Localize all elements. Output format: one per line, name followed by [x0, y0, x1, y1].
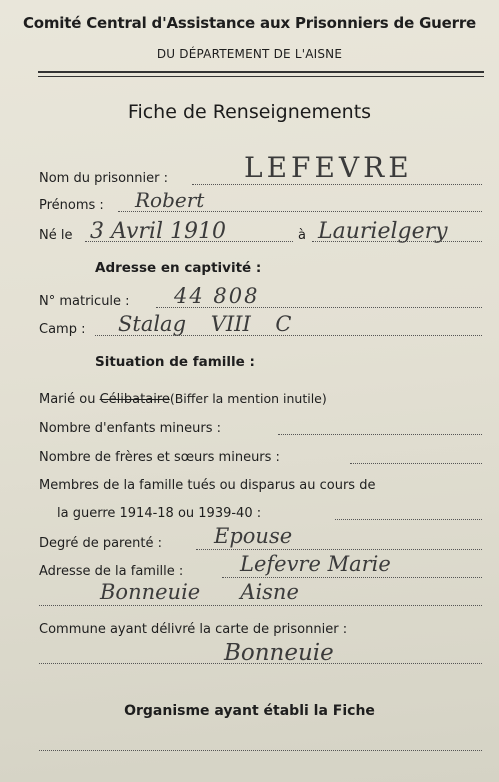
- ne-value: 3 Avril 1910: [90, 219, 226, 244]
- matricule-label: N° matricule :: [39, 294, 130, 309]
- freres-line: [350, 463, 482, 464]
- prenoms-label: Prénoms :: [39, 198, 104, 213]
- adresse-famille-line-1: [222, 577, 482, 578]
- membres-label-1: Membres de la famille tués ou disparus au cours de: [39, 478, 376, 493]
- camp-value: Stalag VIII C: [118, 312, 292, 336]
- commune-label: Commune ayant délivré la carte de prisonnier :: [39, 622, 348, 637]
- marie-label: Marié ou: [39, 392, 96, 407]
- organisme-heading: Organisme ayant établi la Fiche: [124, 703, 375, 719]
- membres-label-2: la guerre 1914-18 ou 1939-40 :: [57, 506, 262, 521]
- nom-line: [192, 184, 482, 185]
- lieu-value: Laurielgery: [318, 219, 448, 244]
- a-label: à: [298, 228, 306, 243]
- org-department: DU DÉPARTEMENT DE L'AISNE: [156, 47, 343, 61]
- header-rule-top: [38, 71, 484, 73]
- enfants-line: [278, 434, 482, 435]
- adresse-famille-label: Adresse de la famille :: [39, 564, 184, 579]
- membres-line: [335, 519, 482, 520]
- organisme-line: [39, 750, 482, 751]
- freres-label: Nombre de frères et sœurs mineurs :: [39, 450, 280, 465]
- org-name: Comité Central d'Assistance aux Prisonniers de Guerre: [22, 14, 477, 32]
- enfants-label: Nombre d'enfants mineurs :: [39, 421, 222, 436]
- nom-value: LEFEVRE: [244, 151, 413, 184]
- card-title: Fiche de Renseignements: [127, 101, 372, 123]
- nom-label: Nom du prisonnier :: [39, 171, 168, 186]
- commune-value: Bonneuie: [224, 640, 334, 666]
- degre-label: Degré de parenté :: [39, 536, 162, 551]
- adresse-captivite-heading: Adresse en captivité :: [95, 260, 262, 276]
- marital-status-line: [39, 391, 327, 407]
- adresse-famille-value-2: Bonneuie Aisne: [100, 580, 299, 604]
- celibataire-label: Célibataire: [99, 392, 170, 407]
- matricule-value: 44 808: [174, 284, 260, 308]
- situation-heading: Situation de famille :: [95, 354, 255, 370]
- ne-label: Né le: [39, 228, 73, 243]
- camp-label: Camp :: [39, 322, 86, 337]
- degre-line: [196, 549, 482, 550]
- header-rule-bottom: [38, 76, 484, 77]
- adresse-famille-line-2: [39, 605, 482, 606]
- biffer-note: (Biffer la mention inutile): [169, 391, 327, 406]
- prenoms-value: Robert: [135, 188, 205, 212]
- degre-value: Epouse: [214, 524, 293, 548]
- adresse-famille-value-1: Lefevre Marie: [240, 552, 391, 576]
